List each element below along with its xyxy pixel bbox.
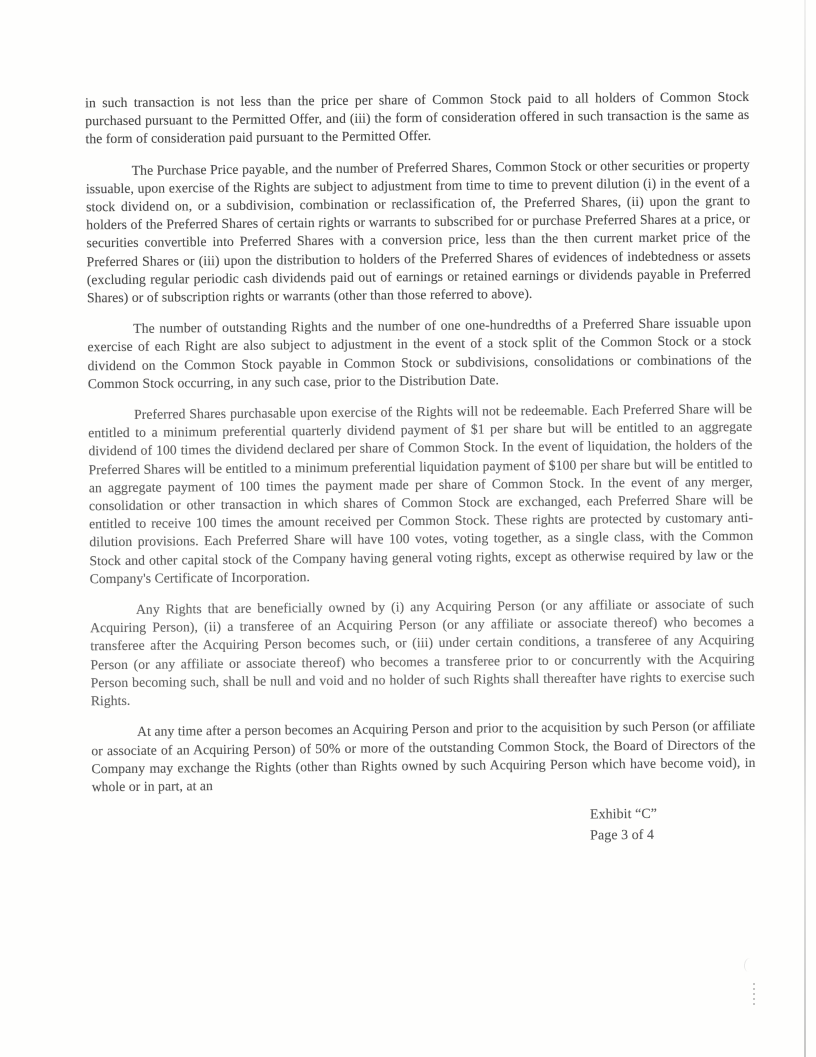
paragraph-exchange-rights: At any time after a person becomes an Acquiring Person and prior to the acquisition by such Person (or affiliate or associate of an Acquiring Person) of 50% or more of the outstanding Common Stock, the Board of Directors of the Company may exchange the Rights (other than Rights owned by such Acquiring Person which have become void), in whole or in part, at an [91,718,756,795]
scan-artifact-dashed-line [753,983,755,1007]
paragraph-purchase-price-adjustment: The Purchase Price payable, and the number of Preferred Shares, Common Stock or other securities or property issuable, upon exercise of the Rights are subject to adjustment from time to time to prevent dilution (i) in the event of a stock dividend on, or a subdivision, combination or reclassification of, the Preferred Shares, (ii) upon the grant to holders of the Preferred Shares of certain rights or warrants to subscribed for or purchase Preferred Shares at a price, or securities convertible into Preferred Shares with a conversion price, less than the then current market price of the Preferred Shares or (iii) upon the distribution to holders of the Preferred Shares of evidences of indebtedness or assets (excluding regular periodic cash dividends paid out of earnings or retained earnings or dividends payable in Preferred Shares) or of subscription rights or warrants (other than those referred to above). [85,156,751,306]
paragraph-void-rights: Any Rights that are beneficially owned by (i) any Acquiring Person (or any affiliate or associate of such Acquiring Person), (ii) a transferee of an Acquiring Person (or any affiliate or associate thereof) who becomes a transferee after the Acquiring Person becomes such, or (iii) under certain conditions, a transferee of any Acquiring Person (or any affiliate or associate thereof) who becomes a transferee prior to or concurrently with the Acquiring Person becoming such, shall be null and void and no holder of such Rights shall thereafter have rights to exercise such Rights. [90,595,755,709]
document-text-block [85,88,756,851]
paragraph-preferred-shares-terms: Preferred Shares purchasable upon exercise of the Rights will not be redeemable. Each Preferred Share will be entitled to a minimum preferential quarterly dividend payment of $1 per share but will be entitled to an aggregate dividend of 100 times the dividend declared per share of Common Stock. In the event of liquidation, the holders of the Preferred Shares will be entitled to a minimum preferential liquidation payment of $100 per share but will be entitled to an aggregate payment of 100 times the payment made per share of Common Stock. In the event of any merger, consolidation or other transaction in which shares of Common Stock are exchanged, each Preferred Share will be entitled to receive 100 times the amount received per Common Stock. These rights are protected by customary anti-dilution provisions. Each Preferred Share will have 100 votes, voting together, as a single class, with the Common Stock and other capital stock of the Company having general voting rights, except as otherwise required by law or the Company's Certificate of Incorporation. [88,400,754,587]
page-footer [92,803,756,851]
scan-artifact-right-edge-line [804,0,806,1057]
footer-exhibit-label: Exhibit “C” [589,806,658,823]
footer-page-number: Page 3 of 4 [590,827,655,844]
paragraph-outstanding-rights: The number of outstanding Rights and the number of one one-hundredths of a Preferred Share issuable upon exercise of each Right are also subject to adjustment in the event of a stock split of the Common Stock or a stock dividend on the Common Stock payable in Common Stock or subdivisions, consolidations or combinations of the Common Stock occurring, in any such case, prior to the Distribution Date. [87,315,752,392]
paragraph-continuation: in such transaction is not less than the price per share of Common Stock paid to all holders of Common Stock purchased pursuant to the Permitted Offer, and (iii) the form of consideration offered in such transaction is the same as the form of consideration paid pursuant to the Permitted Offer. [85,88,750,147]
scan-artifact-smudge [743,957,756,972]
